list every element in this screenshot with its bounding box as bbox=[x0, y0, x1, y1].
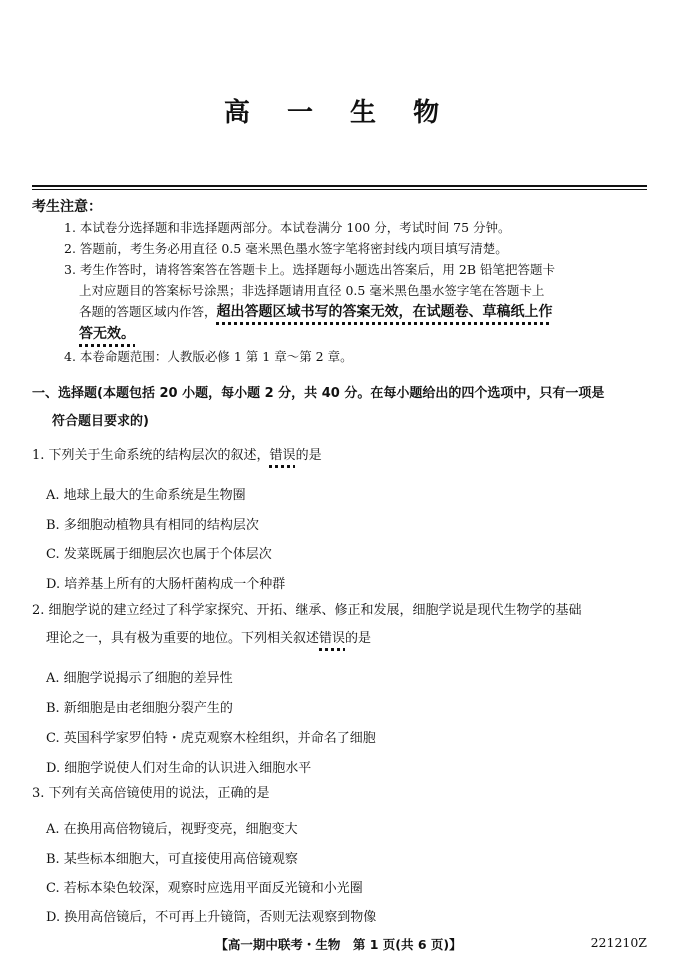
question-1-stem bbox=[32, 442, 647, 470]
notice-emphasis-1: 超出答题区域书写的答案无效，在试题卷、草稿纸上作 bbox=[216, 304, 553, 320]
question-2-stem-after: 的是 bbox=[345, 631, 372, 646]
question-2-option-d: D. 细胞学说使人们对生命的认识进入细胞水平 bbox=[46, 761, 312, 776]
question-2-option-b: B. 新细胞是由老细胞分裂产生的 bbox=[46, 701, 233, 716]
notice-item-3-line-3-plain: 各题的答题区域内作答， bbox=[79, 304, 217, 319]
question-3-option-c: C. 若标本染色较深，观察时应选用平面反光镜和小光圈 bbox=[46, 881, 363, 896]
header-rule-thick bbox=[32, 185, 647, 187]
question-3-option-d: D. 换用高倍镜后，不可再上升镜筒，否则无法观察到物像 bbox=[46, 910, 377, 925]
notice-item-4: 4. 本卷命题范围：人教版必修 1 第 1 章～第 2 章。 bbox=[64, 349, 353, 364]
notice-item-3 bbox=[64, 259, 649, 345]
question-2-stem-line-2 bbox=[32, 625, 647, 653]
page-footer: 【高一期中联考・生物 第 1 页(共 6 页)】 bbox=[215, 937, 462, 952]
question-2-stem-before: 理论之一，具有极为重要的地位。下列相关叙述 bbox=[46, 631, 320, 646]
notice-item-2: 2. 答题前，考生务必用直径 0.5 毫米黑色墨水签字笔将密封线内项目填写清楚。 bbox=[64, 241, 508, 256]
notice-item-1: 1. 本试卷分选择题和非选择题两部分。本试卷满分 100 分，考试时间 75 分钟。 bbox=[64, 220, 511, 235]
section-heading-line-1: 一、选择题(本题包括 20 小题，每小题 2 分，共 40 分。在每小题给出的四个选项中，只有一项是 bbox=[32, 386, 605, 401]
notice-item-3-line-2: 上对应题目的答案标号涂黑；非选择题请用直径 0.5 毫米黑色墨水签字笔在答题卡上 bbox=[79, 283, 545, 298]
section-heading bbox=[32, 380, 652, 436]
header-rule-thin bbox=[32, 189, 647, 190]
notice-item-3-line-4 bbox=[64, 323, 649, 345]
question-1-option-b: B. 多细胞动植物具有相同的结构层次 bbox=[46, 518, 259, 533]
question-3-stem: 3. 下列有关高倍镜使用的说法，正确的是 bbox=[32, 786, 270, 801]
question-1-option-a: A. 地球上最大的生命系统是生物圈 bbox=[46, 488, 246, 503]
question-1-option-d: D. 培养基上所有的大肠杆菌构成一个种群 bbox=[46, 577, 286, 592]
question-3-option-b: B. 某些标本细胞大，可直接使用高倍镜观察 bbox=[46, 852, 298, 867]
question-2-option-c: C. 英国科学家罗伯特・虎克观察木栓组织，并命名了细胞 bbox=[46, 731, 376, 746]
notice-heading: 考生注意： bbox=[32, 199, 102, 215]
question-2-option-a: A. 细胞学说揭示了细胞的差异性 bbox=[46, 671, 233, 686]
question-1-option-c: C. 发菜既属于细胞层次也属于个体层次 bbox=[46, 547, 272, 562]
question-2-stem bbox=[32, 597, 647, 653]
paper-code: 221210Z bbox=[590, 935, 647, 950]
notice-item-3-line-3 bbox=[64, 301, 649, 323]
paper-title: 高 一 生 物 bbox=[223, 98, 454, 128]
question-2-stem-line-1: 2. 细胞学说的建立经过了科学家探究、开拓、继承、修正和发展，细胞学说是现代生物学的基础 bbox=[32, 603, 582, 618]
section-heading-line-2: 符合题目要求的) bbox=[52, 414, 149, 429]
question-2-emphasis: 错误 bbox=[319, 631, 346, 646]
question-3-option-a: A. 在换用高倍物镜后，视野变亮，细胞变大 bbox=[46, 822, 298, 837]
question-1-stem-after: 的是 bbox=[295, 448, 322, 463]
question-1-emphasis: 错误 bbox=[269, 448, 296, 463]
notice-emphasis-2: 答无效。 bbox=[79, 326, 135, 342]
question-1-stem-before: 1. 下列关于生命系统的结构层次的叙述， bbox=[32, 448, 270, 463]
notice-item-3-line-1: 3. 考生作答时，请将答案答在答题卡上。选择题每小题选出答案后，用 2B 铅笔把答题卡 bbox=[64, 262, 555, 277]
